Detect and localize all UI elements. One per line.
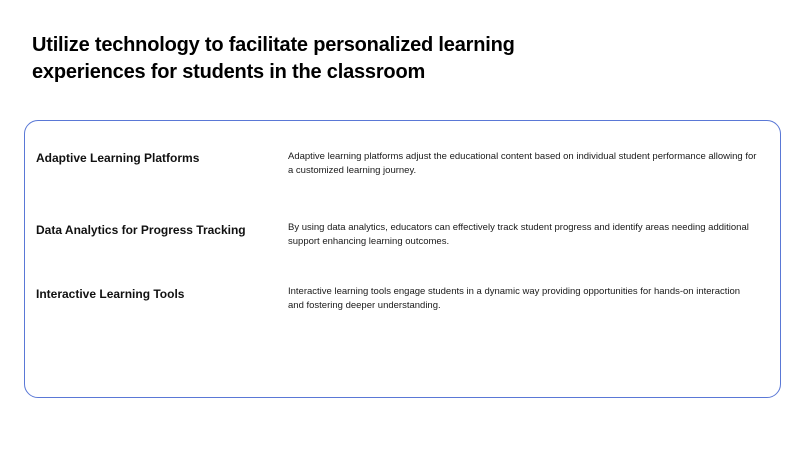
slide-title: Utilize technology to facilitate personalized learning experiences for students in the classroom <box>32 34 515 83</box>
row-heading: Adaptive Learning Platforms <box>36 151 200 165</box>
row-description: Interactive learning tools engage students in a dynamic way providing opportunities for hands-on interaction and fostering deeper understanding. <box>288 286 741 311</box>
row-description: Adaptive learning platforms adjust the educational content based on individual student performance allowing for a customized learning journey. <box>288 151 757 176</box>
row-heading: Data Analytics for Progress Tracking <box>36 223 246 237</box>
row-description: By using data analytics, educators can effectively track student progress and identify areas needing additional support enhancing learning outcomes. <box>288 222 749 247</box>
content-card <box>24 120 781 398</box>
row-heading: Interactive Learning Tools <box>36 287 185 301</box>
